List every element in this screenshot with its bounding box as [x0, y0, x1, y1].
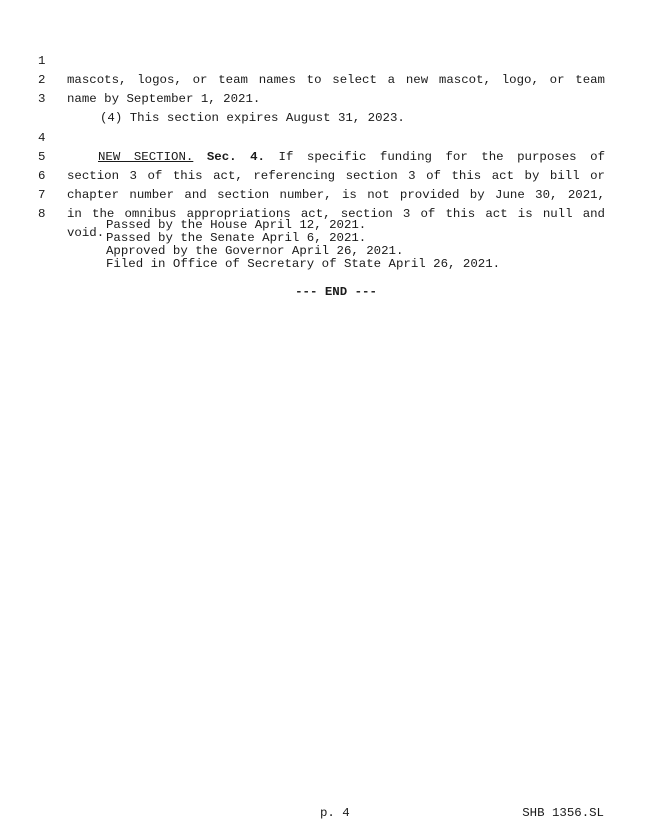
line-number: 2 — [38, 73, 46, 87]
line-text: in the omnibus appropriations act, section 3 of this act is null and — [67, 207, 605, 221]
line-number: 6 — [38, 169, 46, 183]
text-line — [0, 52, 261, 106]
text-line — [0, 186, 105, 240]
text-line — [0, 33, 605, 87]
line-text: (4) This section expires August 31, 2023. — [100, 111, 405, 125]
history-approved-governor: Approved by the Governor April 26, 2021. — [106, 244, 404, 258]
section-heading-line — [67, 148, 605, 167]
line-text: chapter number and section number, is not provided by June 30, 2021, — [67, 188, 605, 202]
line-text: If specific funding for the purposes of — [278, 150, 606, 164]
line-number: 8 — [38, 207, 46, 221]
line-text: section 3 of this act, referencing section 3 of this act by bill or — [67, 169, 605, 183]
line-text: name by September 1, 2021. — [67, 92, 261, 106]
line-number: 1 — [38, 54, 46, 68]
line-text: mascots, logos, or team names to select a new mascot, logo, or team — [67, 73, 605, 87]
section-number: Sec. 4. — [206, 150, 265, 164]
line-number: 4 — [38, 131, 46, 145]
line-number: 7 — [38, 188, 46, 202]
bill-identifier: SHB 1356.SL — [522, 806, 604, 820]
history-passed-house: Passed by the House April 12, 2021. — [106, 218, 367, 232]
new-section-label: NEW SECTION. — [98, 150, 194, 164]
history-passed-senate: Passed by the Senate April 6, 2021. — [106, 231, 367, 245]
history-filed-secretary: Filed in Office of Secretary of State April 26, 2021. — [106, 257, 501, 271]
line-text: void. — [67, 226, 105, 240]
line-number: 3 — [38, 92, 46, 106]
page-number: p. 4 — [320, 806, 350, 820]
end-marker: --- END --- — [295, 285, 377, 299]
line-number: 5 — [38, 150, 46, 164]
